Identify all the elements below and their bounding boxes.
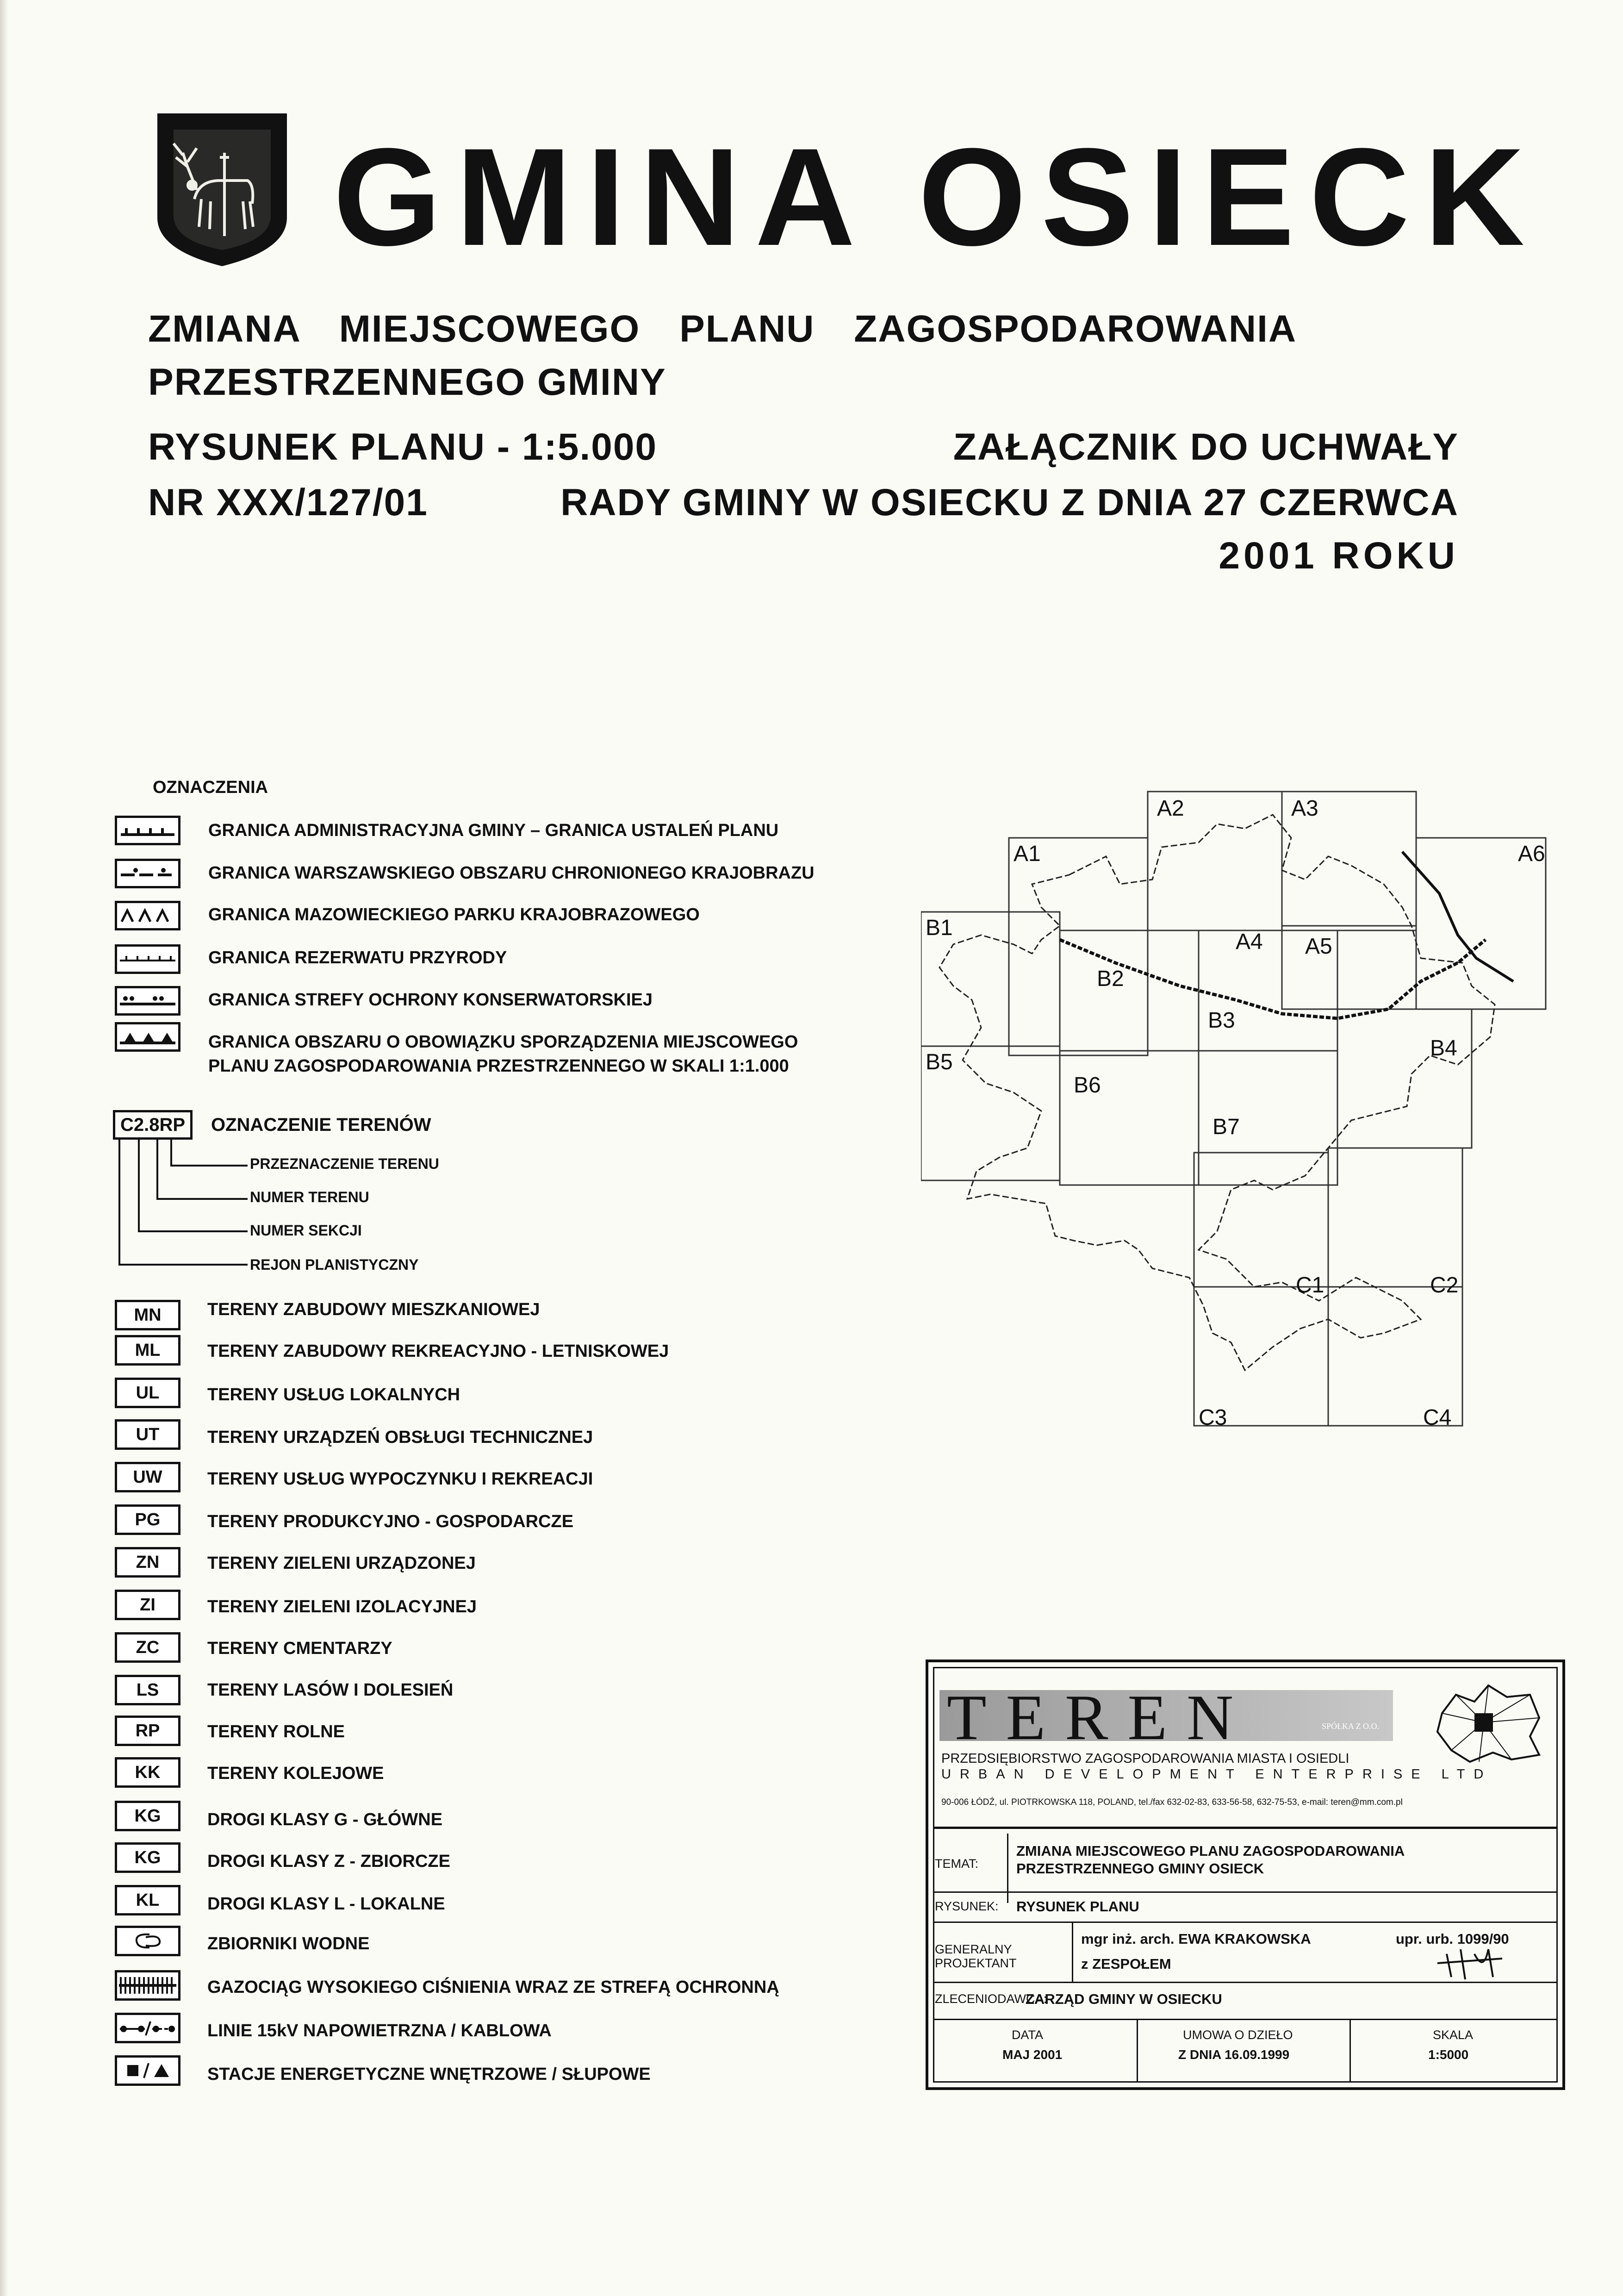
map-label: A5 <box>1305 934 1332 959</box>
code-box: ZI <box>115 1590 180 1620</box>
code-box: ZC <box>115 1632 180 1663</box>
code-box: RP <box>115 1716 180 1746</box>
code-box: KL <box>115 1885 180 1915</box>
symbol-label: GAZOCIĄG WYSOKIEGO CIŚNIENIA WRAZ ZE STREFĄ OCHRONNĄ <box>207 1978 779 1997</box>
code-box: KG <box>115 1801 180 1831</box>
legend-boundary-5: GRANICA STREFY OCHRONY KONSERWATORSKIEJ <box>208 990 653 1010</box>
header-line-5: 2001 ROKU <box>1219 535 1459 577</box>
code-label: TERENY USŁUG WYPOCZYNKU I REKREACJI <box>207 1469 593 1489</box>
company-line-1: PRZEDSIĘBIORSTWO ZAGOSPODAROWANIA MIASTA I OSIEDLI <box>941 1751 1349 1766</box>
code-part-purpose: PRZEZNACZENIE TERENU <box>250 1155 439 1172</box>
code-label: TERENY LASÓW I DOLESIEŃ <box>207 1680 454 1700</box>
map-label: B1 <box>926 916 953 940</box>
code-part-number: NUMER TERENU <box>250 1189 369 1205</box>
legend-boundary-6a: GRANICA OBSZARU O OBOWIĄZKU SPORZĄDZENIA MIEJSCOWEGO <box>208 1032 798 1052</box>
umowa-label: UMOWA O DZIEŁO <box>1183 2028 1293 2042</box>
header-line-2: PRZESTRZENNEGO GMINY <box>148 361 666 403</box>
detailed-plan-area-symbol <box>115 1022 180 1052</box>
code-label: DROGI KLASY L - LOKALNE <box>207 1894 445 1914</box>
code-box: UT <box>115 1419 180 1450</box>
section-c4 <box>1328 1287 1462 1426</box>
map-label: B3 <box>1208 1008 1235 1033</box>
water-reservoir-icon <box>115 1926 180 1956</box>
section-c3 <box>1194 1287 1328 1426</box>
projektant-label-1: GENERALNY <box>935 1942 1012 1956</box>
skala-label: SKALA <box>1433 2028 1474 2042</box>
code-box: KK <box>115 1757 180 1788</box>
skala-value: 1:5000 <box>1428 2047 1469 2062</box>
nature-reserve-symbol <box>115 944 180 974</box>
code-box: MN <box>115 1300 180 1330</box>
map-label: C3 <box>1199 1405 1227 1430</box>
code-label: TERENY PRODUKCYJNO - GOSPODARCZE <box>207 1512 574 1531</box>
map-label: A3 <box>1291 796 1318 821</box>
zleceniodawca-label: ZLECENIODAWCA: <box>935 1992 1047 2006</box>
map-label: B4 <box>1430 1036 1457 1061</box>
title-block <box>926 1660 1565 2090</box>
code-label: TERENY ROLNE <box>207 1722 345 1741</box>
header-line-4-left: NR XXX/127/01 <box>148 481 428 524</box>
map-label: B6 <box>1074 1073 1101 1098</box>
code-label: TERENY ZIELENI IZOLACYJNEJ <box>207 1597 477 1616</box>
temat-line-2: PRZESTRZENNEGO GMINY OSIECK <box>1016 1860 1264 1877</box>
power-station-icon <box>115 2055 180 2086</box>
symbol-label: LINIE 15kV NAPOWIETRZNA / KABLOWA <box>207 2021 552 2040</box>
projektant-label-2: PROJEKTANT <box>935 1956 1017 1970</box>
section-c2 <box>1328 1148 1462 1287</box>
map-label: B2 <box>1097 967 1124 991</box>
temat-line-1: ZMIANA MIEJSCOWEGO PLANU ZAGOSPODAROWANIA <box>1016 1843 1405 1859</box>
data-value: MAJ 2001 <box>1002 2047 1063 2062</box>
code-box: UW <box>115 1462 180 1492</box>
page-edge <box>0 0 8 2296</box>
section-c1 <box>1194 1153 1328 1287</box>
code-label: TERENY USŁUG LOKALNYCH <box>207 1385 460 1404</box>
map-label: C4 <box>1423 1405 1452 1430</box>
section-index-map <box>921 787 1560 1444</box>
page-title: GMINA OSIECK <box>333 119 1540 275</box>
code-part-region: REJON PLANISTYCZNY <box>250 1256 419 1273</box>
rysunek-value: RYSUNEK PLANU <box>1016 1898 1139 1915</box>
coat-of-arms-icon <box>155 111 289 268</box>
terrain-code-label: OZNACZENIE TERENÓW <box>211 1115 431 1135</box>
code-label: TERENY ZABUDOWY MIESZKANIOWEJ <box>207 1300 540 1319</box>
header-line-4-right: RADY GMINY W OSIECKU Z DNIA 27 CZERWCA <box>560 481 1459 524</box>
landscape-park-symbol <box>115 901 180 930</box>
map-label: A2 <box>1157 796 1184 821</box>
company-logo: TEREN <box>947 1682 1253 1753</box>
code-label: DROGI KLASY Z - ZBIORCZE <box>207 1852 450 1871</box>
map-label: A6 <box>1518 842 1545 866</box>
landscape-area-symbol <box>115 859 180 888</box>
legend-title: OZNACZENIA <box>153 778 268 797</box>
code-box: KG <box>115 1842 180 1873</box>
conservation-zone-symbol <box>115 986 180 1016</box>
company-address: 90-006 ŁÓDŹ, ul. PIOTRKOWSKA 118, POLAND, tel./fax 632-02-83, 633-56-58, 632-75-53, e-mail: teren@mm.com.pl <box>941 1797 1403 1807</box>
code-box: LS <box>115 1675 180 1705</box>
projektant-name: mgr inż. arch. EWA KRAKOWSKA <box>1081 1931 1311 1947</box>
rysunek-label: RYSUNEK: <box>935 1899 999 1913</box>
map-label: A1 <box>1014 842 1041 866</box>
code-part-section: NUMER SEKCJI <box>250 1222 362 1239</box>
code-label: TERENY ZABUDOWY REKREACYJNO - LETNISKOWEJ <box>207 1341 669 1361</box>
terrain-code-example: C2.8RP <box>113 1110 193 1140</box>
data-label: DATA <box>1012 2028 1044 2042</box>
section-b6 <box>1060 1051 1199 1185</box>
map-label: C2 <box>1430 1273 1459 1298</box>
code-box: ZN <box>115 1547 180 1578</box>
header-line-3-right: ZAŁĄCZNIK DO UCHWAŁY <box>953 426 1459 468</box>
map-label: B5 <box>926 1050 953 1074</box>
umowa-value: Z DNIA 16.09.1999 <box>1178 2047 1290 2062</box>
city-map-icon <box>1424 1676 1548 1769</box>
signature-icon <box>1433 1940 1507 1982</box>
code-label: TERENY CMENTARZY <box>207 1639 392 1658</box>
projektant-team: z ZESPOŁEM <box>1081 1956 1171 1972</box>
temat-label: TEMAT: <box>935 1857 978 1871</box>
map-label: C1 <box>1296 1273 1325 1298</box>
code-label: TERENY ZIELENI URZĄDZONEJ <box>207 1554 476 1573</box>
map-label: A4 <box>1236 930 1263 954</box>
header-line-3-left: RYSUNEK PLANU - 1:5.000 <box>148 426 658 468</box>
legend-boundary-6b: PLANU ZAGOSPODAROWANIA PRZESTRZENNEGO W SKALI 1:1.000 <box>208 1056 789 1076</box>
legend-boundary-1: GRANICA ADMINISTRACYJNA GMINY – GRANICA USTALEŃ PLANU <box>208 821 779 840</box>
legend-boundary-3: GRANICA MAZOWIECKIEGO PARKU KRAJOBRAZOWEGO <box>208 905 700 924</box>
legend-boundary-2: GRANICA WARSZAWSKIEGO OBSZARU CHRONIONEGO KRAJOBRAZU <box>208 863 815 883</box>
code-box: UL <box>115 1378 180 1408</box>
code-label: TERENY KOLEJOWE <box>207 1764 384 1783</box>
legend-boundary-4: GRANICA REZERWATU PRZYRODY <box>208 948 507 967</box>
code-box: ML <box>115 1335 180 1366</box>
power-line-icon <box>115 2013 180 2043</box>
code-label: DROGI KLASY G - GŁÓWNE <box>207 1810 443 1829</box>
uprawnienia: upr. urb. 1099/90 <box>1396 1931 1509 1947</box>
section-b4 <box>1337 1009 1472 1148</box>
zleceniodawca-value: ZARZĄD GMINY W OSIECKU <box>1026 1991 1222 2007</box>
map-label: B7 <box>1213 1115 1240 1139</box>
code-label: TERENY URZĄDZEŃ OBSŁUGI TECHNICZNEJ <box>207 1428 593 1447</box>
gas-pipeline-icon <box>115 1970 180 2001</box>
code-box: PG <box>115 1504 180 1535</box>
company-suffix: SPÓŁKA Z O.O. <box>1322 1722 1380 1731</box>
symbol-label: ZBIORNIKI WODNE <box>207 1934 370 1953</box>
symbol-label: STACJE ENERGETYCZNE WNĘTRZOWE / SŁUPOWE <box>207 2065 651 2084</box>
company-line-2: URBAN DEVELOPMENT ENTERPRISE LTD <box>941 1767 1492 1782</box>
admin-boundary-symbol <box>115 816 180 845</box>
header-line-1: ZMIANA MIEJSCOWEGO PLANU ZAGOSPODAROWANIA <box>148 308 1297 350</box>
terrain-code-leader-lines <box>111 1139 259 1273</box>
